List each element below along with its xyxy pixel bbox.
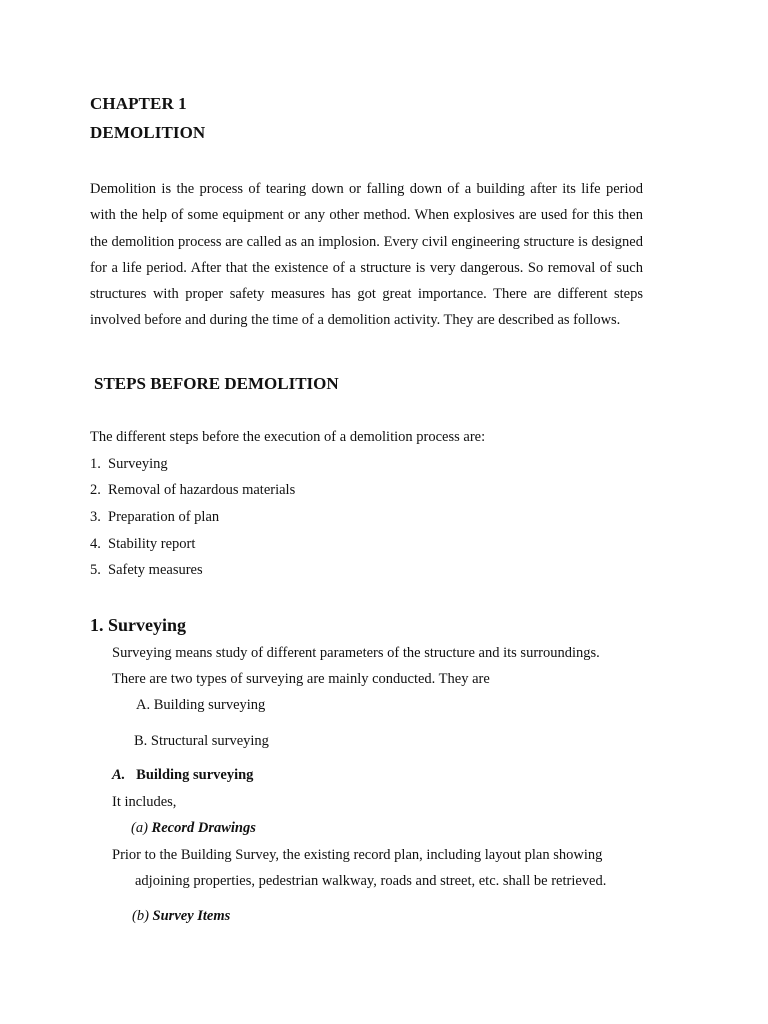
list-item xyxy=(90,536,195,553)
surveying-type-a: A. Building surveying xyxy=(136,697,266,713)
list-item-label: Preparation of plan xyxy=(108,509,220,525)
list-item-number: 5. xyxy=(90,562,101,578)
survey-items-heading xyxy=(132,908,230,925)
list-item-label: Safety measures xyxy=(108,562,203,578)
list-item-label: Removal of hazardous materials xyxy=(108,482,296,498)
item-title: Record Drawings xyxy=(151,820,256,836)
chapter-title: DEMOLITION xyxy=(90,123,206,142)
surveying-heading: 1. Surveying xyxy=(90,615,187,635)
list-item-label: Stability report xyxy=(108,536,196,552)
item-marker: (a) xyxy=(131,820,148,836)
surveying-type-b: B. Structural surveying xyxy=(134,733,269,749)
record-line-2: adjoining properties, pedestrian walkway, roads and street, etc. shall be retrieved. xyxy=(135,873,607,889)
includes-text: It includes, xyxy=(112,794,177,810)
subsection-title: Building surveying xyxy=(136,767,254,783)
list-item-number: 2. xyxy=(90,482,101,498)
list-item xyxy=(90,482,295,499)
chapter-number: CHAPTER 1 xyxy=(90,94,187,113)
intro-paragraph: Demolition is the process of tearing down or falling down of a building after its life period with the help of some equipment or any other method. When explosives are used for this then the demolition process are called as an implosion. Every civil engineering structure is designed for a life period. After that the existence of a structure is very dangerous. So removal of such structures with proper safety measures has got great importance. There are different steps involved before and during the time of a demolition activity. They are described as follows. xyxy=(90,181,643,329)
item-marker: (b) xyxy=(132,908,149,924)
item-title: Survey Items xyxy=(152,908,231,924)
steps-heading: STEPS BEFORE DEMOLITION xyxy=(94,374,339,393)
steps-intro: The different steps before the execution of a demolition process are: xyxy=(90,429,486,445)
building-surveying-heading xyxy=(112,767,253,784)
list-item-number: 1. xyxy=(90,456,101,472)
list-item-label: Surveying xyxy=(108,456,168,472)
list-item xyxy=(90,509,219,526)
surveying-line-1: Surveying means study of different parameters of the structure and its surroundings. xyxy=(112,645,600,661)
record-line-1: Prior to the Building Survey, the existing record plan, including layout plan showing xyxy=(112,847,603,863)
list-item-number: 3. xyxy=(90,509,101,525)
surveying-line-2: There are two types of surveying are mainly conducted. They are xyxy=(112,671,490,687)
subsection-marker: A. xyxy=(112,767,126,783)
list-item xyxy=(90,456,168,473)
list-item-number: 4. xyxy=(90,536,101,552)
list-item xyxy=(90,562,203,579)
record-drawings-heading xyxy=(131,820,256,837)
